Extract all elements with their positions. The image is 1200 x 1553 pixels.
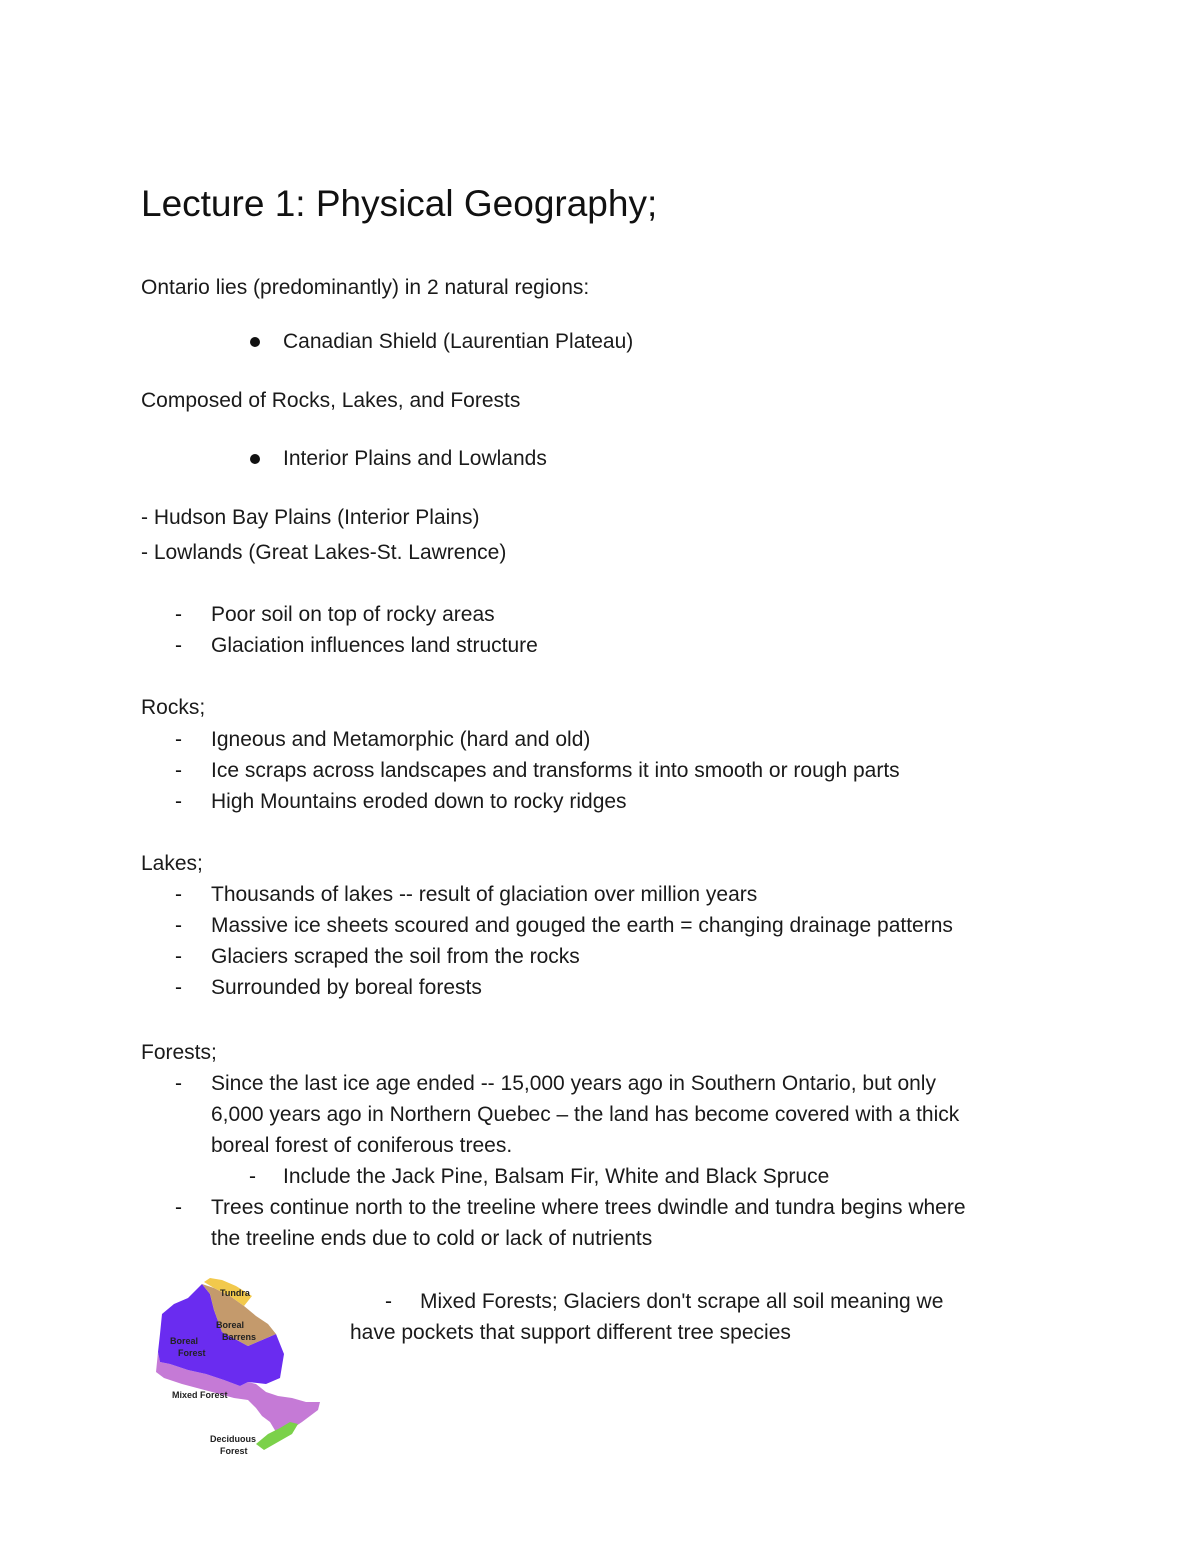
map-label-boreal-forest: Boreal [170, 1336, 199, 1346]
forests-item-line: Since the last ice age ended -- 15,000 years ago in Southern Ontario, but only [211, 1072, 936, 1095]
bullet-icon [250, 337, 260, 347]
forests-sub-item: Include the Jack Pine, Balsam Fir, White and Black Spruce [283, 1165, 830, 1188]
rocks-item: Ice scraps across landscapes and transforms it into smooth or rough parts [211, 759, 900, 782]
dash-marker: - [175, 759, 182, 782]
mixed-forests-line: Mixed Forests; Glaciers don't scrape all soil meaning we [420, 1290, 944, 1313]
dash-marker: - [175, 976, 182, 999]
ontario-vegetation-map [152, 1274, 332, 1464]
page-title: Lecture 1: Physical Geography; [141, 183, 658, 224]
map-label-deciduous-forest: Deciduous [210, 1434, 257, 1444]
forests-item-line: Trees continue north to the treeline where trees dwindle and tundra begins where [211, 1196, 966, 1219]
map-label-mixed-forest: Mixed Forest [172, 1390, 228, 1400]
plains-item: - Lowlands (Great Lakes-St. Lawrence) [141, 541, 507, 564]
map-label-boreal-forest: Forest [178, 1348, 206, 1358]
lakes-item: Glaciers scraped the soil from the rocks [211, 945, 580, 968]
region-2: Interior Plains and Lowlands [283, 447, 547, 470]
dash-marker: - [175, 1196, 182, 1219]
map-label-boreal-barrens: Barrens [222, 1332, 257, 1342]
rocks-heading: Rocks; [141, 696, 206, 719]
note-item: Glaciation influences land structure [211, 634, 538, 657]
forests-heading: Forests; [141, 1041, 217, 1064]
map-label-boreal-barrens: Boreal [216, 1320, 245, 1330]
rocks-item: High Mountains eroded down to rocky ridges [211, 790, 627, 813]
lakes-item: Massive ice sheets scoured and gouged the earth = changing drainage patterns [211, 914, 953, 937]
dash-marker: - [175, 883, 182, 906]
dash-marker: - [175, 945, 182, 968]
dash-marker: - [175, 790, 182, 813]
forests-item-line: 6,000 years ago in Northern Quebec – the land has become covered with a thick [211, 1103, 960, 1126]
dash-marker: - [175, 728, 182, 751]
dash-marker: - [175, 603, 182, 626]
composed-text: Composed of Rocks, Lakes, and Forests [141, 389, 521, 412]
rocks-item: Igneous and Metamorphic (hard and old) [211, 728, 591, 751]
dash-marker: - [175, 914, 182, 937]
forests-item-line: boreal forest of coniferous trees. [211, 1134, 513, 1157]
region-1: Canadian Shield (Laurentian Plateau) [283, 330, 634, 353]
intro-text: Ontario lies (predominantly) in 2 natural regions: [141, 276, 590, 299]
bullet-icon [250, 454, 260, 464]
lakes-item: Thousands of lakes -- result of glaciation over million years [211, 883, 758, 906]
mixed-forests-line: have pockets that support different tree species [350, 1321, 791, 1344]
map-label-tundra: Tundra [220, 1288, 250, 1298]
forests-item-line: the treeline ends due to cold or lack of nutrients [211, 1227, 653, 1250]
plains-item: - Hudson Bay Plains (Interior Plains) [141, 506, 480, 529]
map-label-deciduous-forest: Forest [220, 1446, 248, 1456]
dash-marker: - [249, 1165, 256, 1188]
dash-marker: - [175, 1072, 182, 1095]
note-item: Poor soil on top of rocky areas [211, 603, 495, 626]
dash-marker: - [385, 1290, 392, 1313]
lakes-heading: Lakes; [141, 852, 203, 875]
lakes-item: Surrounded by boreal forests [211, 976, 482, 999]
dash-marker: - [175, 634, 182, 657]
